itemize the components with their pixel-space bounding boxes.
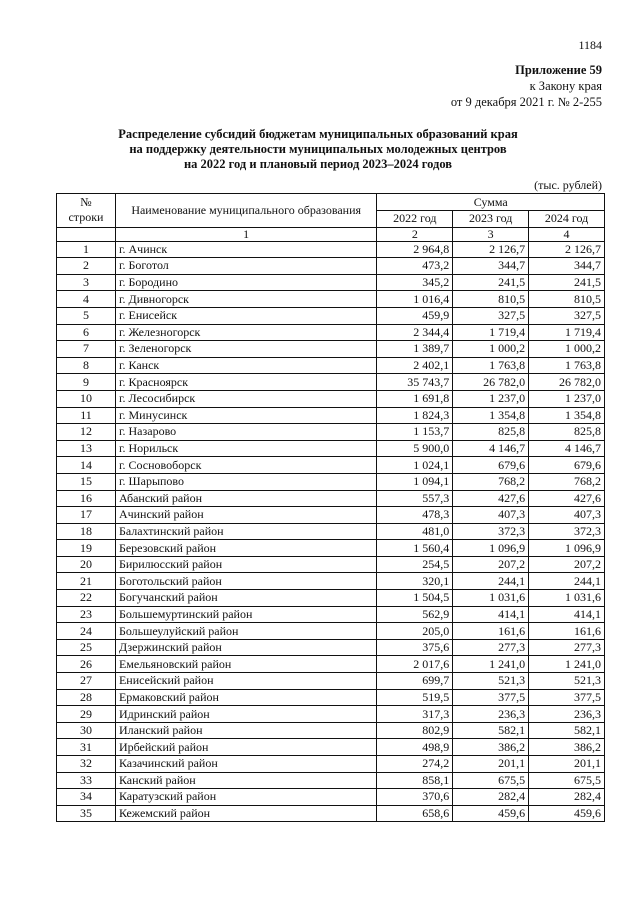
value-2024-cell: 675,5	[529, 772, 605, 789]
value-2022-cell: 1 824,3	[377, 407, 453, 424]
value-2024-cell: 1 719,4	[529, 324, 605, 341]
value-2024-cell: 207,2	[529, 556, 605, 573]
value-2024-cell: 427,6	[529, 490, 605, 507]
value-2024-cell: 377,5	[529, 689, 605, 706]
value-2024-cell: 386,2	[529, 739, 605, 756]
row-number-cell: 3	[57, 274, 116, 291]
column-index	[57, 227, 116, 241]
value-2023-cell: 582,1	[453, 722, 529, 739]
row-number-cell: 18	[57, 523, 116, 540]
table-row	[57, 590, 605, 607]
row-number-cell: 19	[57, 540, 116, 557]
column-index: 2	[377, 227, 453, 241]
municipality-cell: Березовский район	[115, 540, 376, 557]
value-2023-cell: 1 763,8	[453, 357, 529, 374]
row-number-cell: 6	[57, 324, 116, 341]
document-heading	[60, 127, 576, 172]
value-2023-cell: 459,6	[453, 805, 529, 822]
table-row	[57, 457, 605, 474]
value-2022-cell: 35 743,7	[377, 374, 453, 391]
value-2024-cell: 244,1	[529, 573, 605, 590]
table-row	[57, 374, 605, 391]
value-2024-cell: 372,3	[529, 523, 605, 540]
appendix-title: Приложение 59	[515, 63, 602, 77]
value-2023-cell: 4 146,7	[453, 440, 529, 457]
value-2022-cell: 1 024,1	[377, 457, 453, 474]
municipality-cell: Ирбейский район	[115, 739, 376, 756]
value-2022-cell: 274,2	[377, 756, 453, 773]
row-number-cell: 22	[57, 590, 116, 607]
municipality-cell: г. Железногорск	[115, 324, 376, 341]
row-number-cell: 31	[57, 739, 116, 756]
value-2022-cell: 473,2	[377, 258, 453, 275]
header-row-number	[57, 194, 116, 228]
table-row	[57, 623, 605, 640]
municipality-cell: г. Норильск	[115, 440, 376, 457]
column-index: 3	[453, 227, 529, 241]
value-2023-cell: 1 237,0	[453, 390, 529, 407]
row-number-cell: 16	[57, 490, 116, 507]
table-row	[57, 722, 605, 739]
value-2022-cell: 658,6	[377, 805, 453, 822]
municipality-cell: Енисейский район	[115, 673, 376, 690]
municipality-cell: Иланский район	[115, 722, 376, 739]
table-row	[57, 291, 605, 308]
municipality-cell: Богучанский район	[115, 590, 376, 607]
value-2022-cell: 1 153,7	[377, 424, 453, 441]
municipality-cell: г. Енисейск	[115, 307, 376, 324]
table-row	[57, 507, 605, 524]
municipality-cell: Ачинский район	[115, 507, 376, 524]
appendix-law-date: от 9 декабря 2021 г. № 2-255	[450, 95, 602, 109]
municipality-cell: г. Зеленогорск	[115, 341, 376, 358]
heading-line-1: Распределение субсидий бюджетам муниципальных образований края	[118, 127, 518, 141]
table-row	[57, 739, 605, 756]
table-row	[57, 341, 605, 358]
subsidy-table	[56, 193, 605, 822]
municipality-cell: Балахтинский район	[115, 523, 376, 540]
row-number-cell: 26	[57, 656, 116, 673]
header-municipality: Наименование муниципального образования	[115, 194, 376, 228]
row-number-cell: 29	[57, 706, 116, 723]
municipality-cell: Каратузский район	[115, 789, 376, 806]
municipality-cell: г. Бородино	[115, 274, 376, 291]
value-2022-cell: 370,6	[377, 789, 453, 806]
value-2023-cell: 414,1	[453, 606, 529, 623]
value-2023-cell: 679,6	[453, 457, 529, 474]
value-2024-cell: 459,6	[529, 805, 605, 822]
heading-line-2: на поддержку деятельности муниципальных молодежных центров	[129, 142, 507, 156]
value-2023-cell: 1 096,9	[453, 540, 529, 557]
value-2024-cell: 825,8	[529, 424, 605, 441]
value-2023-cell: 241,5	[453, 274, 529, 291]
value-2024-cell: 1 000,2	[529, 341, 605, 358]
units-label: (тыс. рублей)	[534, 178, 602, 192]
row-number-cell: 25	[57, 639, 116, 656]
municipality-cell: Боготольский район	[115, 573, 376, 590]
value-2023-cell: 207,2	[453, 556, 529, 573]
table-row	[57, 756, 605, 773]
value-2024-cell: 1 763,8	[529, 357, 605, 374]
value-2023-cell: 161,6	[453, 623, 529, 640]
table-row	[57, 706, 605, 723]
header-sum: Сумма	[377, 194, 605, 211]
value-2023-cell: 427,6	[453, 490, 529, 507]
value-2023-cell: 386,2	[453, 739, 529, 756]
value-2023-cell: 344,7	[453, 258, 529, 275]
value-2024-cell: 236,3	[529, 706, 605, 723]
value-2024-cell: 679,6	[529, 457, 605, 474]
value-2022-cell: 205,0	[377, 623, 453, 640]
value-2022-cell: 1 691,8	[377, 390, 453, 407]
row-number-cell: 8	[57, 357, 116, 374]
header-year-2022: 2022 год	[377, 211, 453, 228]
value-2022-cell: 317,3	[377, 706, 453, 723]
municipality-cell: г. Боготол	[115, 258, 376, 275]
value-2022-cell: 320,1	[377, 573, 453, 590]
value-2023-cell: 521,3	[453, 673, 529, 690]
table-row	[57, 324, 605, 341]
municipality-cell: Канский район	[115, 772, 376, 789]
row-number-cell: 20	[57, 556, 116, 573]
value-2024-cell: 2 126,7	[529, 241, 605, 258]
header-number-sign: №	[80, 195, 92, 210]
row-number-cell: 5	[57, 307, 116, 324]
table-row	[57, 258, 605, 275]
value-2023-cell: 327,5	[453, 307, 529, 324]
table-row	[57, 357, 605, 374]
appendix-block	[451, 62, 602, 110]
table-row	[57, 573, 605, 590]
row-number-cell: 10	[57, 390, 116, 407]
municipality-cell: Большеулуйский район	[115, 623, 376, 640]
value-2023-cell: 282,4	[453, 789, 529, 806]
table-row	[57, 473, 605, 490]
row-number-cell: 9	[57, 374, 116, 391]
table-row	[57, 540, 605, 557]
row-number-cell: 11	[57, 407, 116, 424]
municipality-cell: Ермаковский район	[115, 689, 376, 706]
column-index: 1	[115, 227, 376, 241]
value-2023-cell: 2 126,7	[453, 241, 529, 258]
value-2024-cell: 282,4	[529, 789, 605, 806]
value-2022-cell: 254,5	[377, 556, 453, 573]
table-row	[57, 656, 605, 673]
value-2024-cell: 26 782,0	[529, 374, 605, 391]
row-number-cell: 2	[57, 258, 116, 275]
municipality-cell: г. Шарыпово	[115, 473, 376, 490]
value-2022-cell: 498,9	[377, 739, 453, 756]
municipality-cell: г. Назарово	[115, 424, 376, 441]
table-row	[57, 523, 605, 540]
value-2022-cell: 2 344,4	[377, 324, 453, 341]
value-2023-cell: 675,5	[453, 772, 529, 789]
row-number-cell: 33	[57, 772, 116, 789]
table-row	[57, 440, 605, 457]
value-2024-cell: 1 031,6	[529, 590, 605, 607]
value-2023-cell: 1 031,6	[453, 590, 529, 607]
municipality-cell: г. Канск	[115, 357, 376, 374]
value-2022-cell: 478,3	[377, 507, 453, 524]
value-2022-cell: 1 094,1	[377, 473, 453, 490]
municipality-cell: Дзержинский район	[115, 639, 376, 656]
value-2024-cell: 582,1	[529, 722, 605, 739]
value-2022-cell: 1 389,7	[377, 341, 453, 358]
value-2022-cell: 1 560,4	[377, 540, 453, 557]
municipality-cell: г. Красноярск	[115, 374, 376, 391]
value-2022-cell: 1 016,4	[377, 291, 453, 308]
value-2023-cell: 236,3	[453, 706, 529, 723]
value-2024-cell: 810,5	[529, 291, 605, 308]
value-2023-cell: 277,3	[453, 639, 529, 656]
table-row	[57, 789, 605, 806]
row-number-cell: 1	[57, 241, 116, 258]
value-2024-cell: 201,1	[529, 756, 605, 773]
value-2024-cell: 241,5	[529, 274, 605, 291]
table-row	[57, 407, 605, 424]
value-2024-cell: 1 237,0	[529, 390, 605, 407]
value-2024-cell: 521,3	[529, 673, 605, 690]
table-row	[57, 424, 605, 441]
value-2022-cell: 519,5	[377, 689, 453, 706]
table-row	[57, 556, 605, 573]
row-number-cell: 17	[57, 507, 116, 524]
row-number-cell: 23	[57, 606, 116, 623]
value-2023-cell: 1 719,4	[453, 324, 529, 341]
value-2024-cell: 768,2	[529, 473, 605, 490]
municipality-cell: Казачинский район	[115, 756, 376, 773]
page-number: 1184	[578, 38, 602, 52]
value-2023-cell: 407,3	[453, 507, 529, 524]
value-2024-cell: 161,6	[529, 623, 605, 640]
table-row	[57, 673, 605, 690]
value-2022-cell: 802,9	[377, 722, 453, 739]
value-2023-cell: 244,1	[453, 573, 529, 590]
value-2022-cell: 562,9	[377, 606, 453, 623]
row-number-cell: 12	[57, 424, 116, 441]
value-2022-cell: 481,0	[377, 523, 453, 540]
municipality-cell: Большемуртинский район	[115, 606, 376, 623]
row-number-cell: 7	[57, 341, 116, 358]
value-2023-cell: 1 241,0	[453, 656, 529, 673]
header-year-2024: 2024 год	[529, 211, 605, 228]
municipality-cell: г. Сосновоборск	[115, 457, 376, 474]
row-number-cell: 24	[57, 623, 116, 640]
table-row	[57, 606, 605, 623]
header-row-word: строки	[68, 210, 104, 225]
value-2023-cell: 768,2	[453, 473, 529, 490]
value-2024-cell: 414,1	[529, 606, 605, 623]
value-2023-cell: 26 782,0	[453, 374, 529, 391]
value-2023-cell: 1 000,2	[453, 341, 529, 358]
header-year-2023: 2023 год	[453, 211, 529, 228]
value-2023-cell: 377,5	[453, 689, 529, 706]
municipality-cell: Бирилюсский район	[115, 556, 376, 573]
row-number-cell: 28	[57, 689, 116, 706]
value-2024-cell: 344,7	[529, 258, 605, 275]
table-row	[57, 772, 605, 789]
municipality-cell: г. Лесосибирск	[115, 390, 376, 407]
value-2022-cell: 5 900,0	[377, 440, 453, 457]
value-2022-cell: 2 964,8	[377, 241, 453, 258]
row-number-cell: 27	[57, 673, 116, 690]
table-row	[57, 274, 605, 291]
value-2022-cell: 2 402,1	[377, 357, 453, 374]
municipality-cell: Абанский район	[115, 490, 376, 507]
value-2024-cell: 1 241,0	[529, 656, 605, 673]
row-number-cell: 30	[57, 722, 116, 739]
value-2024-cell: 407,3	[529, 507, 605, 524]
value-2023-cell: 810,5	[453, 291, 529, 308]
municipality-cell: г. Минусинск	[115, 407, 376, 424]
row-number-cell: 15	[57, 473, 116, 490]
value-2022-cell: 2 017,6	[377, 656, 453, 673]
row-number-cell: 32	[57, 756, 116, 773]
municipality-cell: г. Дивногорск	[115, 291, 376, 308]
municipality-cell: г. Ачинск	[115, 241, 376, 258]
table-row	[57, 241, 605, 258]
row-number-cell: 35	[57, 805, 116, 822]
row-number-cell: 34	[57, 789, 116, 806]
value-2022-cell: 699,7	[377, 673, 453, 690]
value-2024-cell: 4 146,7	[529, 440, 605, 457]
row-number-cell: 13	[57, 440, 116, 457]
table-row	[57, 307, 605, 324]
table-row	[57, 390, 605, 407]
value-2022-cell: 375,6	[377, 639, 453, 656]
value-2022-cell: 345,2	[377, 274, 453, 291]
value-2024-cell: 327,5	[529, 307, 605, 324]
column-index: 4	[529, 227, 605, 241]
row-number-cell: 4	[57, 291, 116, 308]
value-2022-cell: 858,1	[377, 772, 453, 789]
value-2024-cell: 277,3	[529, 639, 605, 656]
value-2023-cell: 825,8	[453, 424, 529, 441]
value-2023-cell: 372,3	[453, 523, 529, 540]
table-row	[57, 805, 605, 822]
municipality-cell: Кежемский район	[115, 805, 376, 822]
value-2022-cell: 1 504,5	[377, 590, 453, 607]
table-row	[57, 490, 605, 507]
value-2024-cell: 1 354,8	[529, 407, 605, 424]
municipality-cell: Емельяновский район	[115, 656, 376, 673]
table-row	[57, 689, 605, 706]
table-row	[57, 639, 605, 656]
value-2024-cell: 1 096,9	[529, 540, 605, 557]
value-2023-cell: 1 354,8	[453, 407, 529, 424]
row-number-cell: 21	[57, 573, 116, 590]
appendix-law-ref: к Закону края	[529, 79, 602, 93]
value-2023-cell: 201,1	[453, 756, 529, 773]
value-2022-cell: 459,9	[377, 307, 453, 324]
municipality-cell: Идринский район	[115, 706, 376, 723]
value-2022-cell: 557,3	[377, 490, 453, 507]
row-number-cell: 14	[57, 457, 116, 474]
heading-line-3: на 2022 год и плановый период 2023–2024 годов	[183, 157, 453, 171]
